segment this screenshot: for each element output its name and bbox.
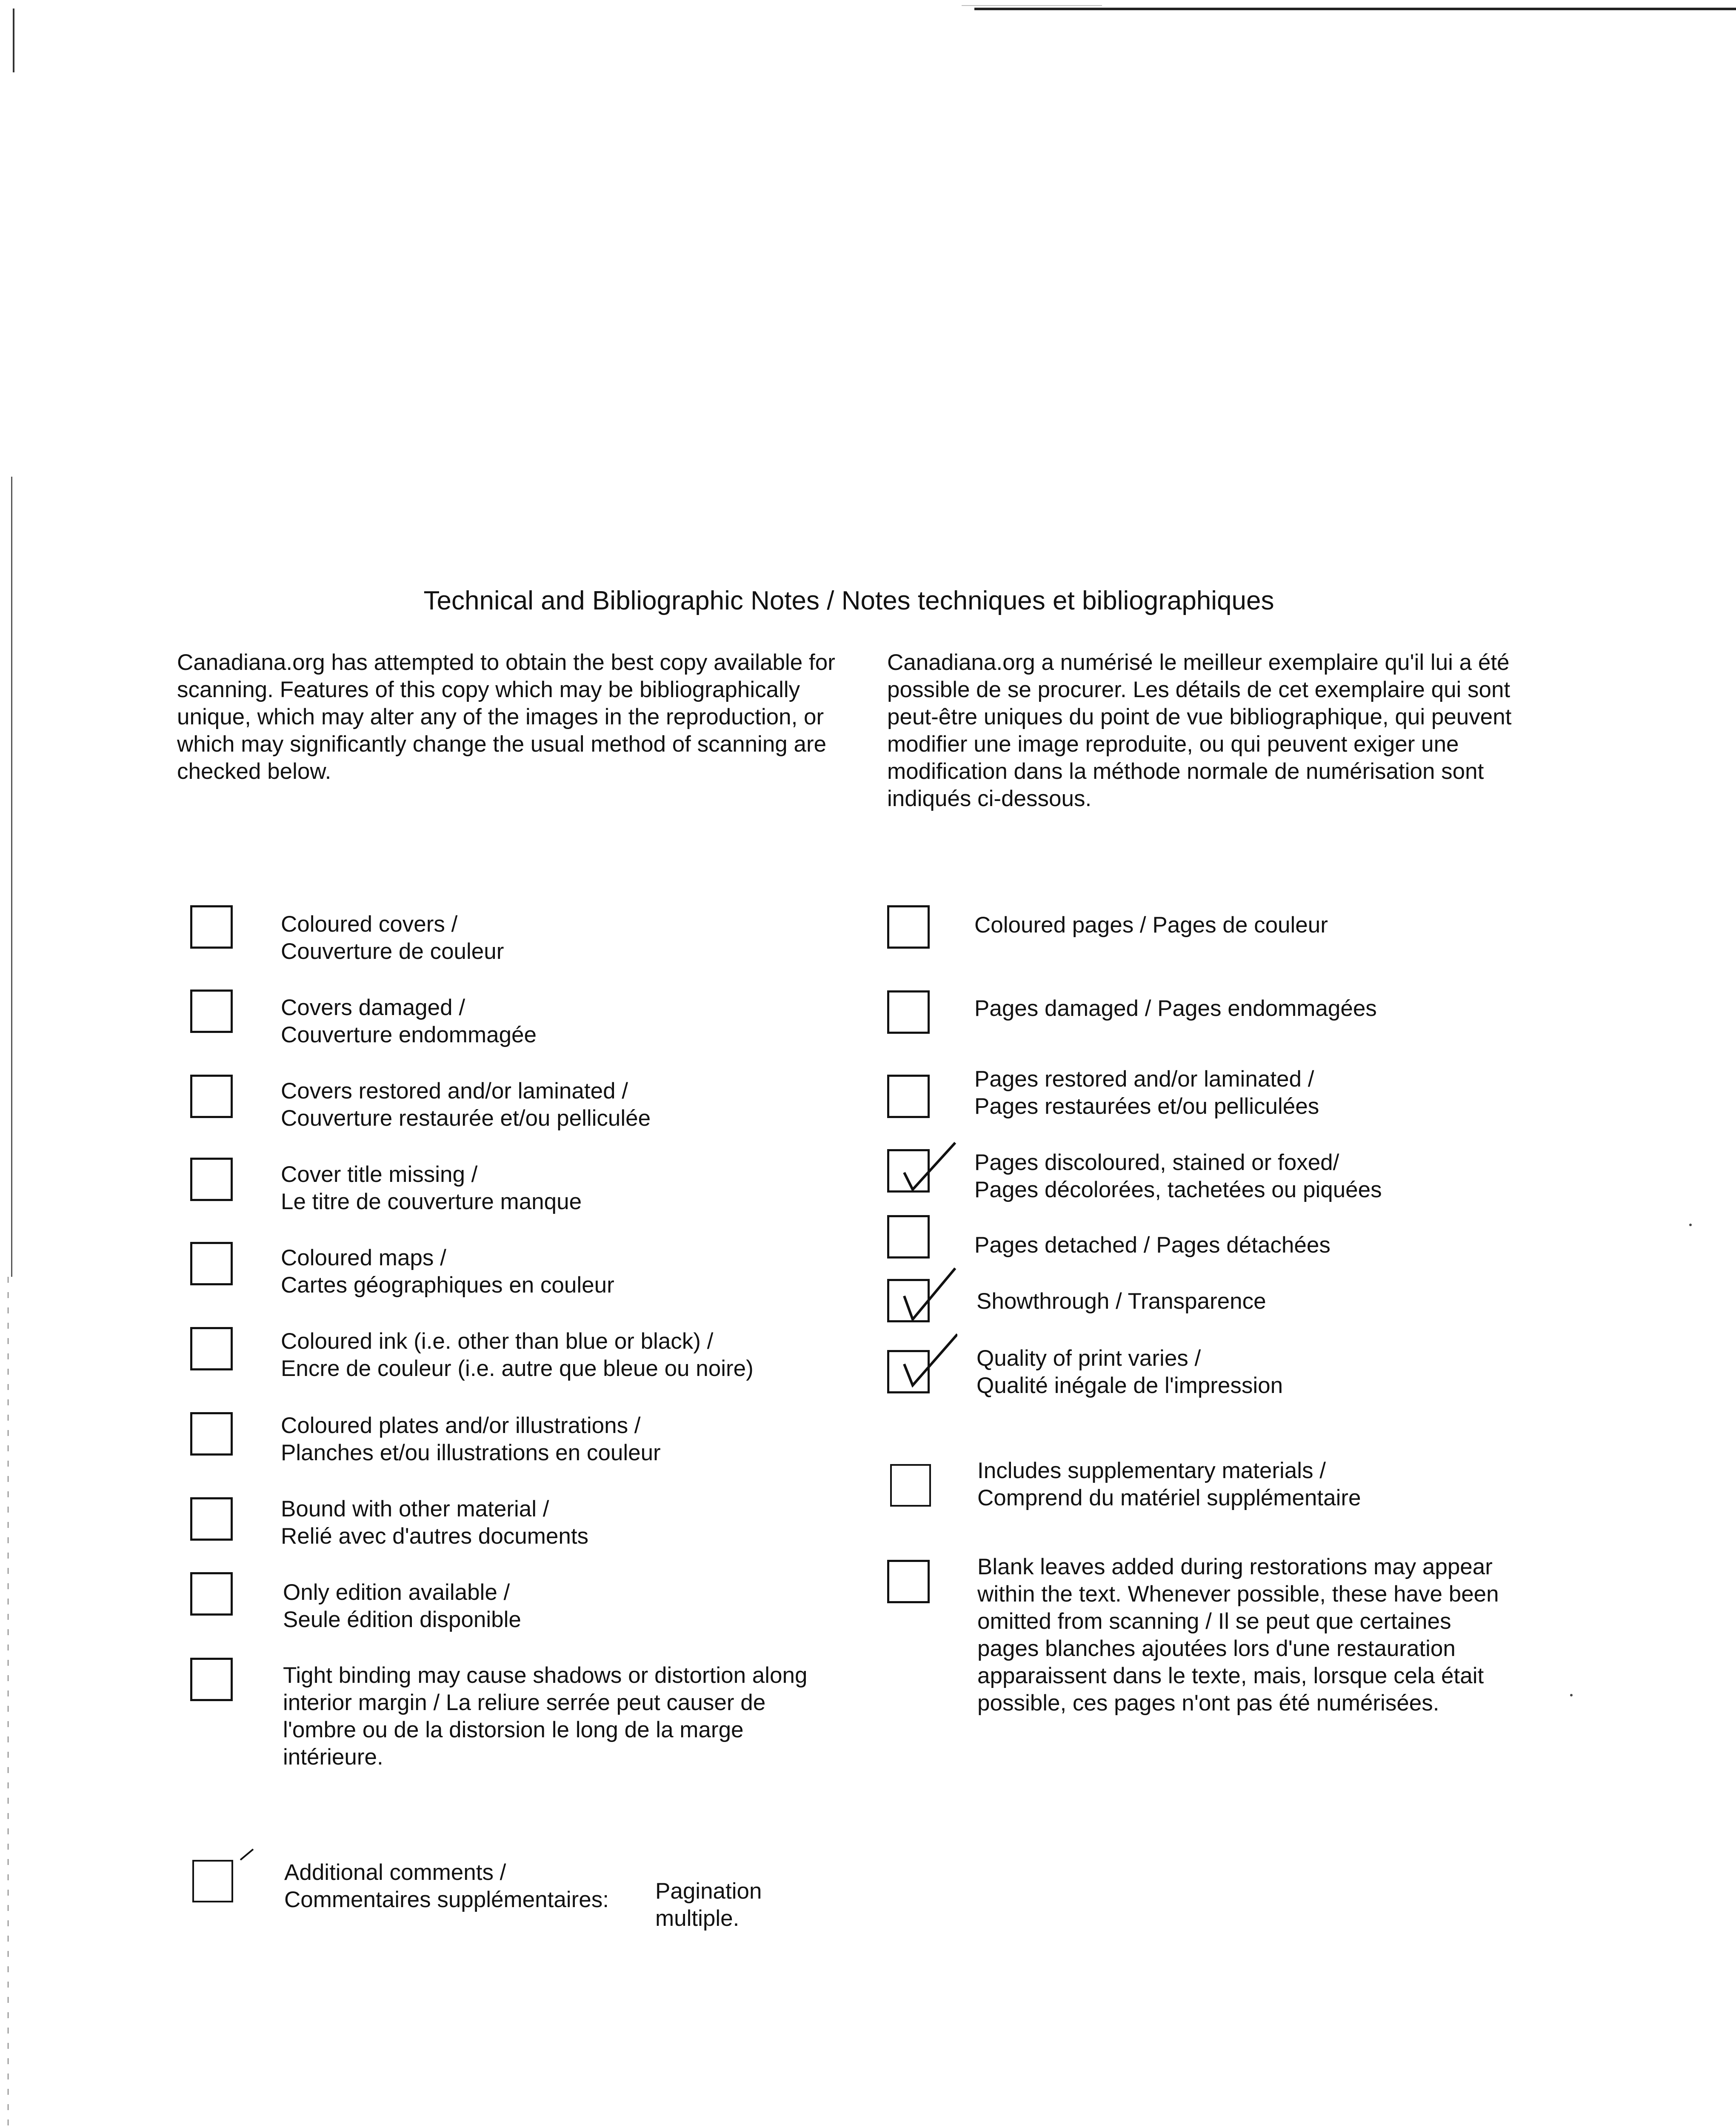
check-mark-icon [894,1332,957,1387]
item-label-line2: Cartes géographiques en couleur [281,1273,614,1298]
scan-edge-left-bottom [8,1277,9,2128]
checkbox[interactable] [192,1860,233,1902]
item-label-line2: Pages décolorées, tachetées ou piquées [974,1177,1382,1202]
checkbox[interactable] [887,905,930,949]
item-label-line1: Bound with other material / [281,1496,549,1522]
check-mark-icon [896,1138,959,1194]
item-label-line2: Comprend du matériel supplémentaire [977,1485,1361,1510]
item-label-line1: Cover title missing / [281,1162,478,1187]
item-label-line1: Pages detached / Pages détachées [974,1233,1331,1258]
check-mark-icon [894,1266,957,1321]
checkbox[interactable] [190,1658,233,1701]
item-label-line2: Qualité inégale de l'impression [976,1373,1283,1398]
checkbox[interactable] [890,1464,931,1507]
item-label-line2: Couverture restaurée et/ou pelliculée [281,1106,651,1131]
item-label-text: Tight binding may cause shadows or distortion along interior margin / La reliure serrée peut causer de l'ombre ou de la distorsion le long de la marge intérieure. [283,1663,808,1770]
checkbox[interactable] [190,1075,233,1118]
intro-french: Canadiana.org a numérisé le meilleur exemplaire qu'il lui a été possible de se procurer. Les détails de cet exemplaire qui sont peut-être uniques du point de vue bibliographique, qui peuvent modifier une image reproduite, ou qui peuvent exiger une modification dans la méthode normale de numérisation sont indiqués ci-dessous. [887,650,1512,811]
checkbox[interactable] [190,1158,233,1201]
comments-label-line1: Additional comments / [284,1860,506,1885]
item-label-line2: Seule édition disponible [283,1607,521,1632]
item-label-line1: Showthrough / Transparence [976,1289,1266,1314]
item-label-line1: Covers restored and/or laminated / [281,1078,628,1104]
checkbox[interactable] [190,990,233,1033]
checkbox[interactable] [887,1215,930,1258]
item-label-line1: Includes supplementary materials / [977,1458,1326,1483]
checkbox[interactable] [887,1560,930,1603]
item-label-line1: Coloured covers / [281,912,458,937]
item-label-line1: Coloured ink (i.e. other than blue or black) / [281,1329,714,1354]
scan-edge-top [974,8,1736,10]
item-label-line1: Only edition available / [283,1580,510,1605]
item-label-line2: Relié avec d'autres documents [281,1524,589,1549]
item-label-line1: Quality of print varies / [976,1346,1201,1371]
checkbox[interactable] [190,1327,233,1370]
check-mark-icon [238,1847,255,1864]
item-label-line2: Encre de couleur (i.e. autre que bleue ou noire) [281,1356,754,1381]
item-label-line2: Couverture de couleur [281,939,504,964]
item-label-line1: Pages damaged / Pages endommagées [974,996,1377,1021]
scan-edge-top-faint [962,5,1102,6]
checkbox[interactable] [190,1572,233,1616]
page-title: Technical and Bibliographic Notes / Notes techniques et bibliographiques [423,586,1274,615]
checkbox[interactable] [190,1412,233,1456]
item-label-line1: Pages restored and/or laminated / [974,1067,1314,1092]
item-label-line1: Coloured maps / [281,1245,446,1270]
item-label-line2: Le titre de couverture manque [281,1189,582,1214]
item-label-line2: Couverture endommagée [281,1022,537,1047]
comments-value: Pagination multiple. [655,1879,762,1931]
checkbox[interactable] [190,1242,233,1285]
scan-edge-left-top [13,9,14,72]
item-label-line1: Coloured plates and/or illustrations / [281,1413,641,1438]
intro-english: Canadiana.org has attempted to obtain the best copy available for scanning. Features of this copy which may be bibliographically unique, which may alter any of the images in the reproduction, or which may significantly change the usual method of scanning are checked below. [177,650,835,784]
comments-label-line2: Commentaires supplémentaires: [284,1887,609,1912]
item-label-text: Blank leaves added during restorations may appear within the text. Whenever possible, these have been omitted from scanning / Il se peut que certaines pages blanches ajoutées lors d'une restauration apparaissent dans le texte, mais, lorsque cela était possible, ces pages n'ont pas été numérisées. [977,1554,1499,1716]
checkbox[interactable] [887,990,930,1034]
checkbox[interactable] [190,1497,233,1541]
item-label-line2: Pages restaurées et/ou pelliculées [974,1094,1319,1119]
item-label-line1: Pages discoloured, stained or foxed/ [974,1150,1339,1175]
item-label-line1: Coloured pages / Pages de couleur [974,912,1328,938]
item-label-line2: Planches et/ou illustrations en couleur [281,1440,661,1465]
speck [1570,1694,1573,1696]
checkbox[interactable] [190,905,233,949]
checkbox[interactable] [887,1075,930,1118]
item-label-line1: Covers damaged / [281,995,465,1020]
speck [1689,1224,1692,1226]
